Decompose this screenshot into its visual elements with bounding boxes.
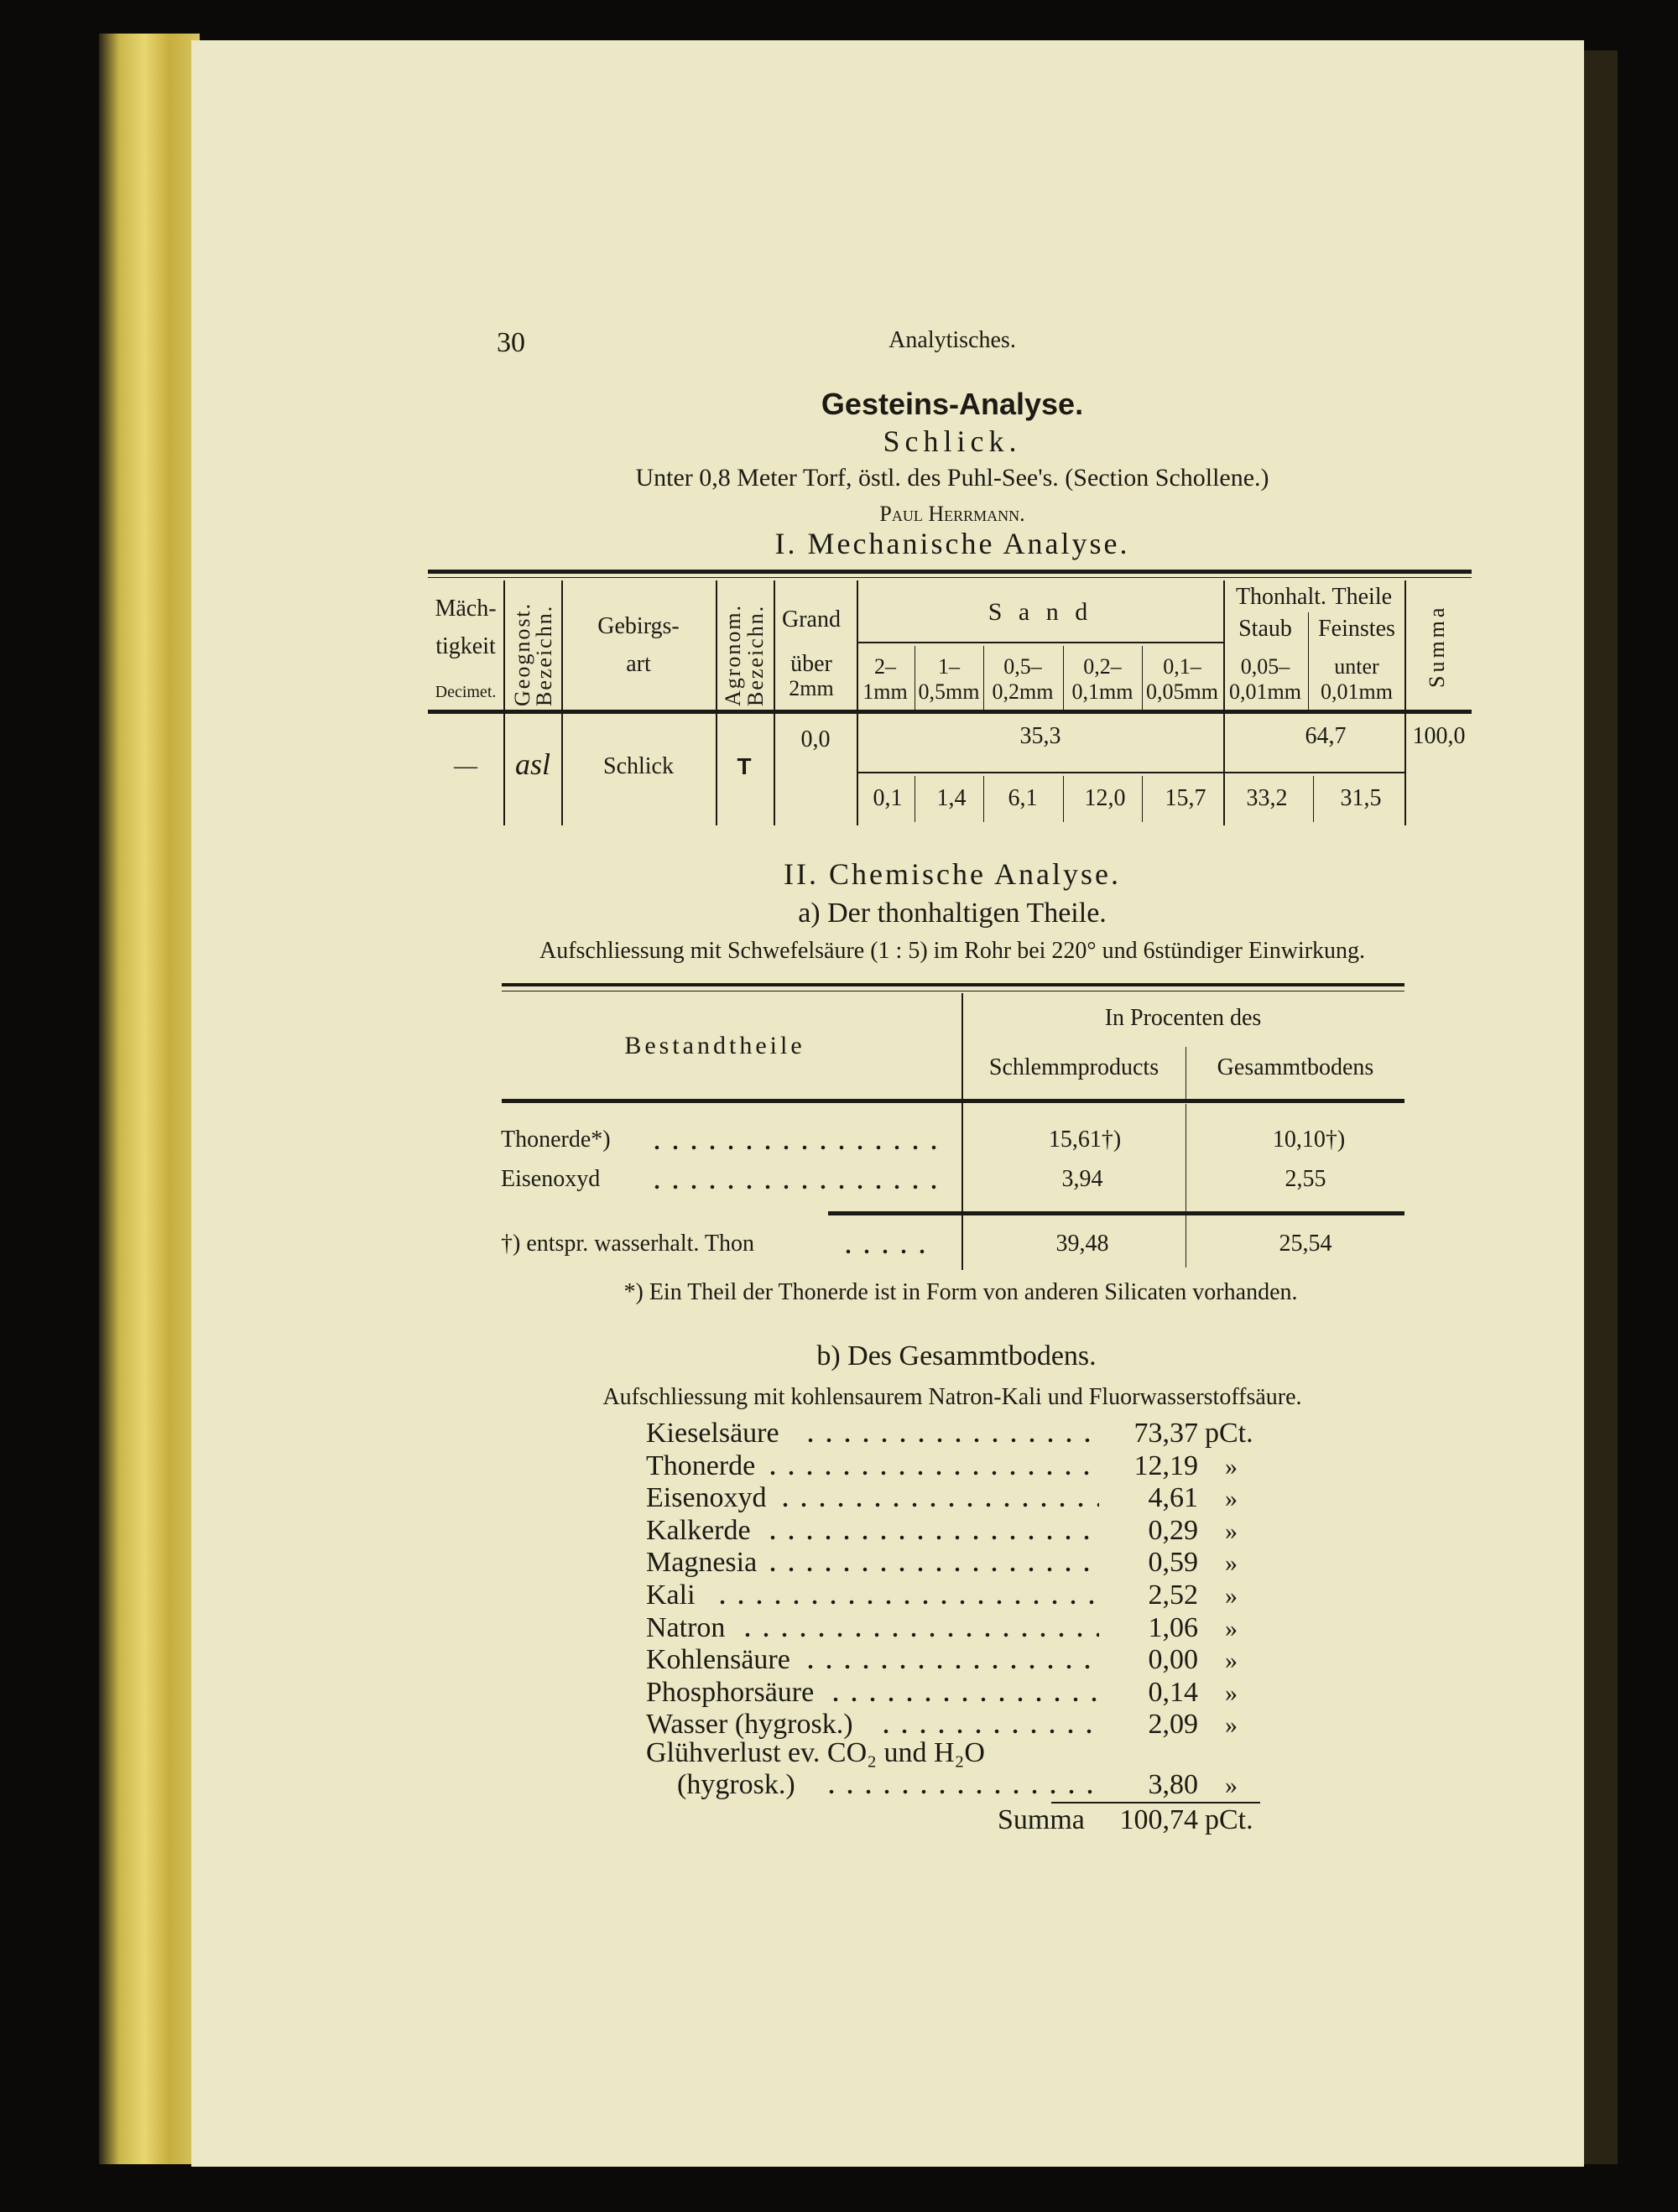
row-value-gesammt: 10,10†) [1272,1127,1346,1153]
item-value: 0,29 [1148,1514,1198,1546]
item-name: Thonerde [646,1450,756,1481]
header-agronom-2: Bezeichn. [743,604,768,706]
item-name: Magnesia [646,1547,758,1579]
header-grand-2: über [790,651,832,677]
chem-b-method: Aufschliessung mit kohlensaurem Natron-Kali und Fluorwasserstoffsäure. [602,1384,1302,1410]
header-geognost: Geognost. [510,601,534,706]
sand-fraction: 0,5–0,2mm [992,654,1054,704]
cell-sand: 0,1 [873,785,903,811]
thon-fraction: 0,05–0,01mm [1229,654,1301,704]
running-title: Analytisches. [889,327,1016,353]
item-unit: » [1225,1549,1238,1578]
cell-sand-total: 35,3 [1019,723,1061,749]
row-value-schlemm: 39,48 [1055,1231,1109,1257]
dot-leader [826,1697,1099,1702]
item-name: Phosphorsäure [646,1676,815,1708]
header-gebirgsart-2: art [626,651,651,677]
cell-thon-total: 64,7 [1305,723,1347,749]
item-value: 0,59 [1148,1547,1198,1579]
location: Unter 0,8 Meter Torf, östl. des Puhl-See's. (Section Schollene.) [635,464,1269,492]
cell-geognost: asl [514,747,551,781]
item-unit: » [1225,1711,1238,1740]
cell-summa: 100,0 [1412,723,1466,749]
book-page [191,40,1584,2167]
cell-maechtigkeit: — [454,753,477,779]
summa-value: 100,74 [1119,1804,1198,1835]
dot-leader [763,1567,1099,1572]
dot-leader [713,1600,1099,1605]
dot-leader [648,1145,937,1150]
item-unit: pCt. [1205,1418,1253,1449]
cell-thon: 33,2 [1246,785,1288,811]
row-name: Thonerde*) [501,1127,611,1153]
row-name: Eisenoxyd [501,1166,601,1192]
chem-heading: II. Chemische Analyse. [784,857,1121,891]
cell-gebirgsart: Schlick [603,753,674,779]
item-name: Kohlensäure [646,1644,790,1676]
dot-leader [763,1535,1099,1540]
row-value-schlemm: 15,61†) [1048,1127,1122,1153]
header-schlemmproducts: Schlemmproducts [988,1054,1159,1080]
dot-leader [877,1729,1099,1734]
row-name: †) entspr. wasserhalt. Thon [501,1231,754,1257]
header-grand: Grand [782,606,841,632]
item-unit: » [1225,1614,1238,1642]
mech-heading: I. Mechanische Analyse. [774,527,1130,560]
item-unit: » [1225,1582,1238,1610]
book-page-edges [99,34,200,2164]
cell-grand: 0,0 [800,726,831,752]
item-value: 0,14 [1148,1676,1198,1708]
sand-fraction: 2–1mm [862,654,908,704]
dot-leader [738,1632,1099,1637]
header-maechtigkeit: Mäch- [435,596,497,622]
cell-sand: 1,4 [936,785,967,811]
dot-leader [822,1789,1099,1794]
header-summa: Summa [1425,604,1449,688]
item-name: Wasser (hygrosk.) [646,1709,853,1741]
header-staub: Staub [1238,616,1292,642]
chem-a-method: Aufschliessung mit Schwefelsäure (1 : 5) im Rohr bei 220° und 6stündiger Einwirkung. [539,938,1366,964]
item-name: Kalkerde [646,1514,751,1546]
rock-name: Schlick. [883,424,1022,458]
header-gebirgsart: Gebirgs- [597,613,680,639]
item-value: 1,06 [1148,1611,1198,1643]
item-name: Kali [646,1580,696,1611]
item-value: 2,52 [1148,1580,1198,1611]
dot-leader [801,1438,1099,1443]
header-grand-3: 2mm [789,676,834,700]
cell-thon: 31,5 [1340,785,1382,811]
item-name: Kieselsäure [646,1418,779,1449]
summa-label: Summa [998,1804,1085,1835]
sand-fraction: 1–0,5mm [918,654,980,704]
dot-leader [648,1184,937,1189]
summa-unit: pCt. [1205,1804,1253,1835]
item-unit: » [1225,1485,1238,1513]
sand-fraction: 0,1–0,05mm [1146,654,1218,704]
item-unit: » [1225,1517,1238,1545]
cell-agronom: T [737,753,752,779]
book-cover-edge [1584,50,1618,2164]
row-value-gesammt: 2,55 [1285,1166,1326,1192]
header-maechtigkeit-2: tigkeit [435,633,496,659]
item-value: 4,61 [1148,1482,1198,1514]
item-value: 3,80 [1148,1769,1198,1800]
item-unit: » [1225,1679,1238,1707]
dot-leader [839,1249,937,1254]
document-title: Gesteins-Analyse. [821,387,1084,421]
item-unit: » [1225,1452,1238,1481]
header-maechtigkeit-unit: Decimet. [435,683,497,701]
item-value: 0,00 [1148,1644,1198,1676]
item-value: 12,19 [1133,1450,1198,1481]
header-in-procenten: In Procenten des [1104,1005,1262,1031]
dot-leader [801,1664,1099,1669]
item-value: 73,37 [1133,1418,1198,1449]
dot-leader [763,1470,1099,1476]
item-name: Eisenoxyd [646,1482,767,1514]
header-sand: S a n d [988,598,1093,626]
header-agronom: Agronom. [721,603,745,706]
header-geognost-2: Bezeichn. [532,604,556,706]
row-value-schlemm: 3,94 [1061,1166,1103,1192]
author: Paul Herrmann. [879,502,1025,526]
item-name: Natron [646,1611,726,1643]
sand-fraction: 0,2–0,1mm [1071,654,1133,704]
item-name-cont: (hygrosk.) [677,1769,795,1800]
header-gesammtbodens: Gesammtbodens [1217,1054,1374,1080]
item-unit: » [1225,1772,1238,1799]
thon-fraction: unter 0,01mm [1321,654,1393,704]
item-unit: » [1225,1647,1238,1675]
row-value-gesammt: 25,54 [1279,1231,1332,1257]
cell-sand: 6,1 [1008,785,1038,811]
header-thonhalt: Thonhalt. Theile [1235,584,1393,610]
footnote: *) Ein Theil der Thonerde ist in Form von anderen Silicaten vorhanden. [623,1279,1298,1305]
chem-a-title: a) Der thonhaltigen Theile. [798,898,1107,929]
chem-b-title: b) Des Gesammtbodens. [816,1340,1097,1371]
page-number: 30 [497,327,525,358]
item-name: Glühverlust ev. CO₂ und H₂O [646,1737,985,1768]
cell-sand: 12,0 [1084,785,1126,811]
item-value: 2,09 [1148,1709,1198,1741]
cell-sand: 15,7 [1165,785,1206,811]
dot-leader [776,1502,1099,1507]
header-bestandtheile: Bestandtheile [624,1032,805,1059]
header-feinstes: Feinstes [1318,616,1395,642]
